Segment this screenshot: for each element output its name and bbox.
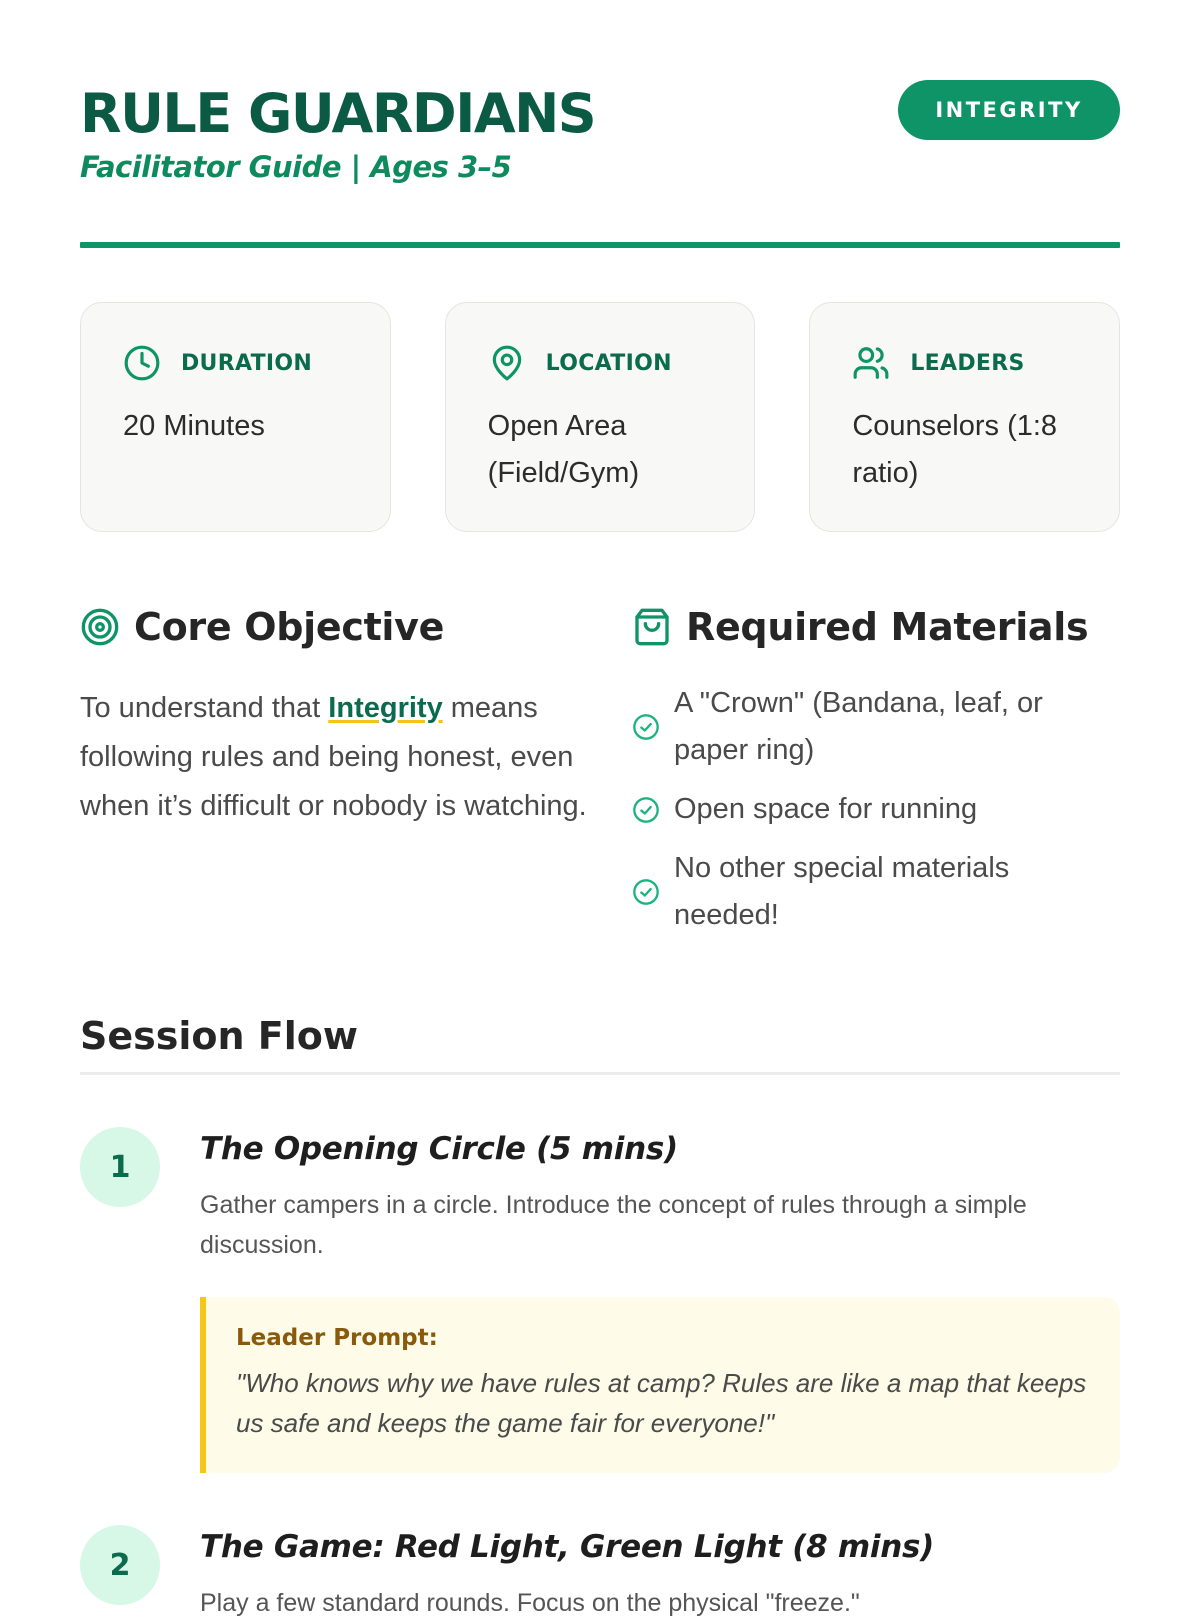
leader-prompt [200,1297,1120,1473]
card-value: 20 Minutes [123,410,265,442]
page-title: RULE GUARDIANS [80,82,596,145]
step-description: Play a few standard rounds. Focus on the physical "freeze." [200,1589,860,1617]
core-objective [80,604,640,974]
step-description: Gather campers in a circle. Introduce the concept of rules through a simple discussion. [200,1191,1027,1259]
session-step [80,1127,1120,1473]
page-subtitle: Facilitator Guide | Ages 3–5 [80,150,512,184]
objective-text [80,684,640,831]
objective-materials-section [80,604,1120,974]
card-label: LOCATION [545,350,672,376]
section-title: Core Objective [134,605,445,649]
info-cards [80,302,1120,532]
materials-list [632,680,1120,939]
map-pin-icon [488,344,526,382]
required-materials [632,604,1120,974]
integrity-highlight: Integrity [328,692,443,724]
leaders-card [809,302,1120,532]
list-item [632,786,1120,833]
value-badge: INTEGRITY [898,80,1120,140]
list-item [632,845,1120,939]
location-card [445,302,756,532]
material-text: A "Crown" (Bandana, leaf, or paper ring) [674,687,1043,766]
prompt-label: Leader Prompt: [236,1325,438,1351]
section-title: Required Materials [686,605,1089,649]
bag-icon [632,607,672,647]
clock-icon [123,344,161,382]
session-step [80,1525,1120,1623]
session-flow-title: Session Flow [80,1014,1120,1075]
objective-text-after: means following rules and being honest, even when it’s difficult or nobody is watching. [80,692,587,822]
list-item [632,680,1120,774]
target-icon [80,607,120,647]
header-divider [80,242,1120,248]
users-icon [852,344,890,382]
material-text: Open space for running [674,793,978,825]
objective-text-before: To understand that [80,692,329,724]
step-number: 2 [80,1525,160,1605]
step-title: The Game: Red Light, Green Light (8 mins) [200,1529,935,1565]
check-circle-icon [632,878,660,906]
check-circle-icon [632,713,660,741]
card-label: DURATION [181,350,313,376]
card-value: Counselors (1:8 ratio) [852,410,1058,489]
check-circle-icon [632,796,660,824]
header [80,0,1120,242]
material-text: No other special materials needed! [674,852,1010,931]
card-label: LEADERS [910,350,1025,376]
step-title: The Opening Circle (5 mins) [200,1131,678,1167]
step-number: 1 [80,1127,160,1207]
card-value: Open Area (Field/Gym) [487,410,640,489]
prompt-text: "Who knows why we have rules at camp? Rules are like a map that keeps us safe and keeps the game fair for everyone!" [236,1368,1087,1438]
duration-card [80,302,391,532]
